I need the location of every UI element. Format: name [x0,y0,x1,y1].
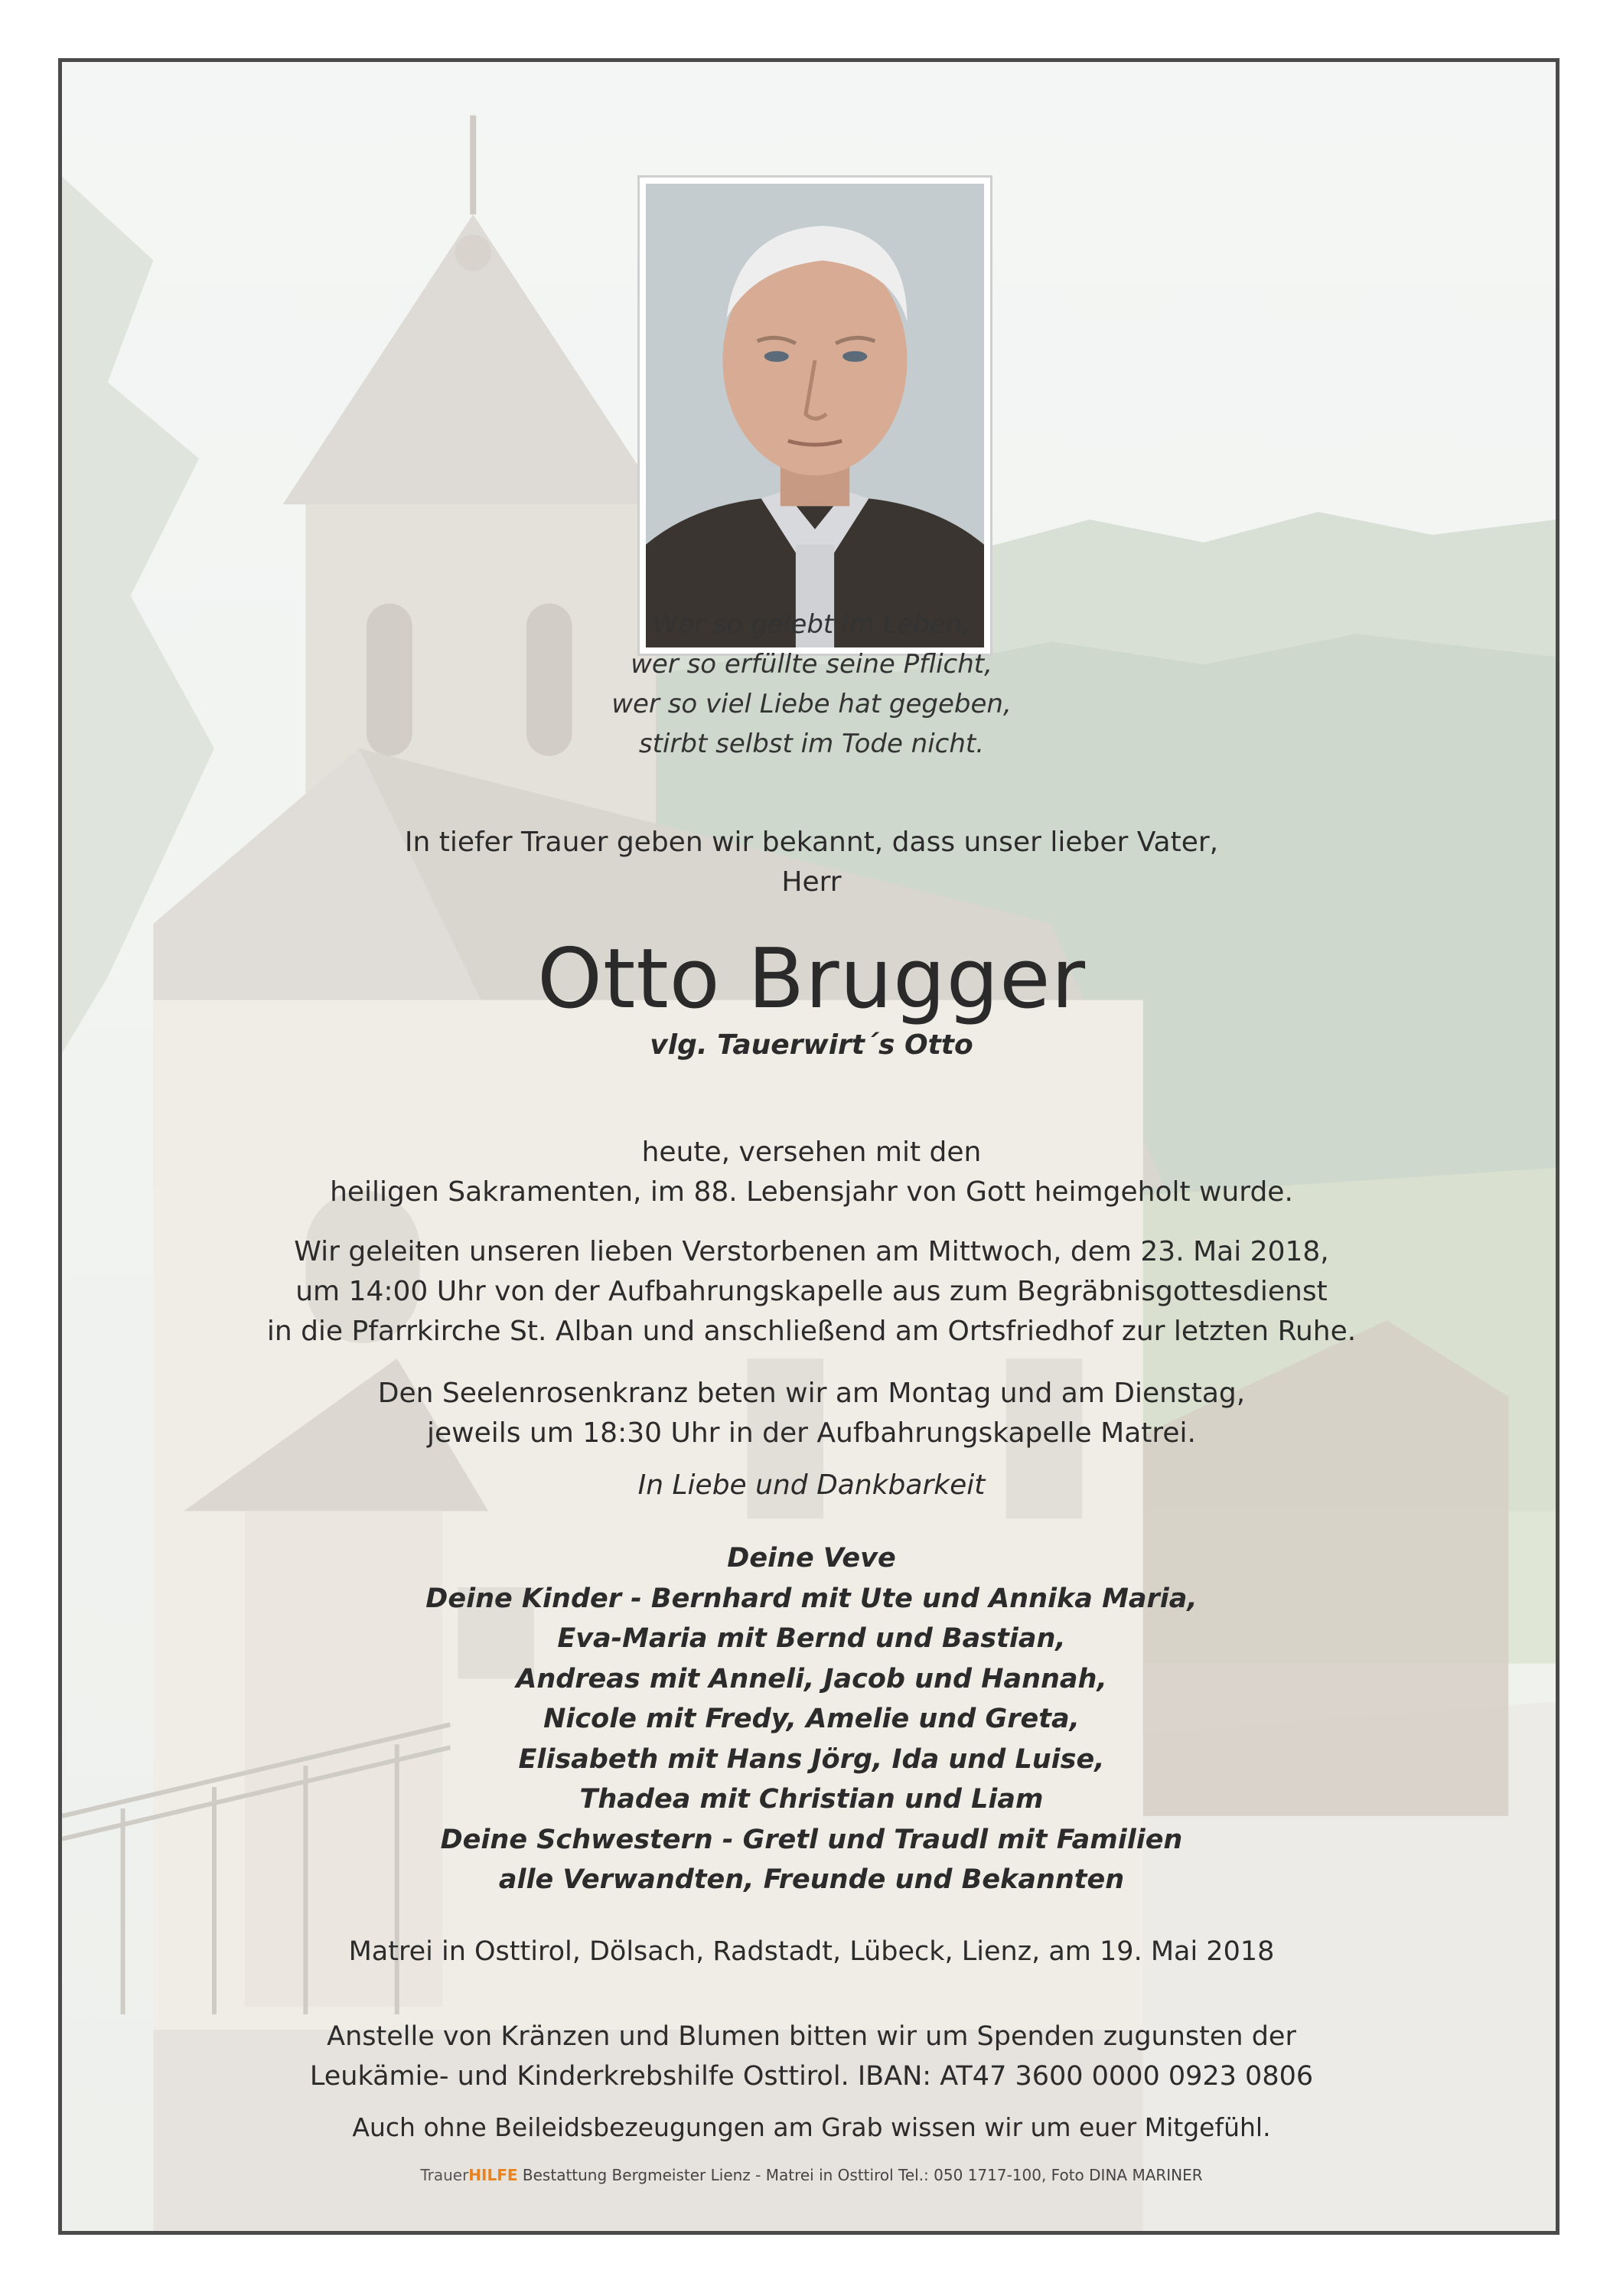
deceased-vulgo-name: vlg. Tauerwirt´s Otto [650,1029,973,1061]
poem-line: wer so viel Liebe hat gegeben, [611,689,1012,719]
family-member: Deine Kinder - Bernhard mit Ute und Annika Maria, [425,1583,1198,1614]
intro-line: In tiefer Trauer geben wir bekannt, dass unser lieber Vater, [404,827,1219,858]
family-member: Deine Schwestern - Gretl und Traudl mit Familien [440,1824,1183,1855]
paragraph-line: Wir geleiten unseren lieben Verstorbenen am Mittwoch, dem 23. Mai 2018, [294,1236,1329,1267]
place-and-date: Matrei in Osttirol, Dölsach, Radstadt, Lübeck, Lienz, am 19. Mai 2018 [348,1936,1275,1967]
family-member: Elisabeth mit Hans Jörg, Ida und Luise, [518,1743,1105,1775]
poem-line: stirbt selbst im Tode nicht. [638,729,985,759]
family-list [0,1538,1623,1900]
announcement-intro [0,823,1623,902]
paragraph-line: um 14:00 Uhr von der Aufbahrungskapelle aus zum Begräbnisgottesdienst [295,1276,1328,1307]
family-member: Thadea mit Christian und Liam [579,1784,1044,1815]
death-notice-paragraph [0,1133,1623,1212]
paragraph-line: heiligen Sakramenten, im 88. Lebensjahr von Gott heimgeholt wurde. [330,1176,1293,1208]
paragraph-line: in die Pfarrkirche St. Alban und anschließend am Ortsfriedhof zur letzten Ruhe. [266,1316,1357,1347]
poem-line: wer so erfüllte seine Pflicht, [631,649,992,680]
intro-line: Herr [781,866,842,898]
portrait-photo [637,175,992,656]
footer-credits [0,2166,1623,2184]
family-member: alle Verwandten, Freunde und Bekannten [498,1864,1125,1895]
sympathy-note: Auch ohne Beileidsbezeugungen am Grab wissen wir um euer Mitgefühl. [352,2112,1271,2142]
funeral-paragraph [0,1232,1623,1352]
donation-line: Leukämie- und Kinderkrebshilfe Osttirol. IBAN: AT47 3600 0000 0923 0806 [309,2061,1314,2092]
donation-line: Anstelle von Kränzen und Blumen bitten wir um Spenden zugunsten der [327,2021,1296,2052]
rosary-paragraph [0,1374,1623,1453]
footer-text: Bestattung Bergmeister Lienz - Matrei in Osttirol Tel.: 050 1717-100, Foto DINA MARINER [522,2166,1203,2184]
family-member: Eva-Maria mit Bernd und Bastian, [557,1623,1066,1654]
paragraph-line: Den Seelenrosenkranz beten wir am Montag und am Dienstag, [377,1378,1246,1409]
family-member: Deine Veve [727,1543,896,1574]
paragraph-line: jeweils um 18:30 Uhr in der Aufbahrungskapelle Matrei. [427,1417,1196,1449]
brand-logo-trauer: Trauer [420,2166,469,2184]
poem [0,605,1623,764]
paragraph-line: heute, versehen mit den [641,1137,982,1168]
deceased-name: Otto Brugger [536,931,1086,1027]
family-member: Nicole mit Fredy, Amelie und Greta, [543,1704,1080,1734]
thanks-line: In Liebe und Dankbarkeit [637,1469,986,1501]
poem-line: Wer so gelebt im Leben, [652,609,971,640]
donation-notice [0,2017,1623,2096]
brand-logo-hilfe: HILFE [468,2166,518,2184]
family-member: Andreas mit Anneli, Jacob und Hannah, [516,1663,1107,1694]
